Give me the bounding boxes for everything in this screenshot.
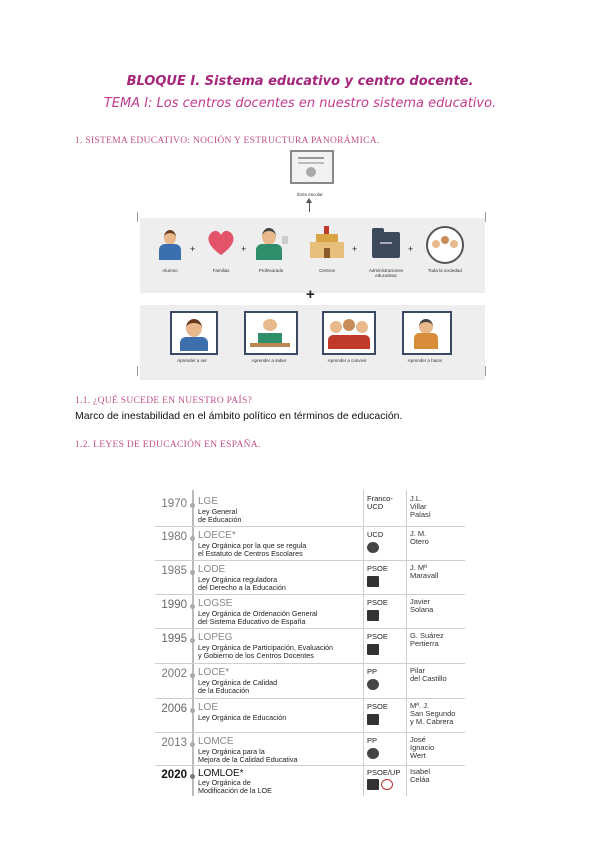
timeline-dot xyxy=(190,708,195,713)
learn-to-do-icon xyxy=(402,311,452,355)
law-minister: J. Mª Maravall xyxy=(410,563,439,580)
law-acronym: LOMCE xyxy=(198,736,234,747)
folder-icon xyxy=(372,228,400,258)
party-logo-heart-icon xyxy=(381,779,393,790)
party-logo-icon xyxy=(367,610,379,621)
table-row xyxy=(155,766,465,796)
law-party: PP xyxy=(367,736,378,745)
school-building-icon xyxy=(310,226,344,260)
actor-label-sociedad: Toda la sociedad xyxy=(428,268,462,273)
law-minister: Isabel Celáa xyxy=(410,767,431,784)
law-description: Ley Orgánica de Modificación de la LOE xyxy=(198,778,272,795)
law-acronym: LOGSE xyxy=(198,598,233,609)
table-row xyxy=(155,527,465,561)
learning-band xyxy=(140,305,485,380)
society-icon xyxy=(426,226,464,264)
law-party: PSOE xyxy=(367,632,388,641)
learn-to-be-icon xyxy=(170,311,218,355)
law-acronym: LOCE* xyxy=(198,667,230,678)
law-description: Ley Orgánica de Educación xyxy=(198,713,287,722)
law-acronym: LOECE* xyxy=(198,530,236,541)
law-party: PP xyxy=(367,667,378,676)
section-heading-1-2: 1.2. LEYES DE EDUCACIÓN EN ESPAÑA. xyxy=(75,440,261,450)
party-logo-icon xyxy=(367,542,379,553)
timeline-dot xyxy=(190,503,195,508)
actor-label-centros: Centros xyxy=(319,268,335,273)
plus-icon: + xyxy=(408,244,414,254)
learning-label-convivir: Aprender a convivir xyxy=(327,358,367,363)
law-year: 1995 xyxy=(161,633,187,645)
plus-icon: + xyxy=(241,244,247,254)
actor-label-familias: Familias xyxy=(212,268,230,273)
party-logo-icon xyxy=(367,576,379,587)
heart-icon xyxy=(206,228,236,258)
timeline-dot xyxy=(190,604,195,609)
party-logo-icon xyxy=(367,748,379,759)
plus-icon: + xyxy=(352,244,358,254)
learning-label-hacer: Aprender a hacer xyxy=(407,358,443,363)
party-logo-icon xyxy=(367,679,379,690)
law-year: 1985 xyxy=(161,565,187,577)
timeline-dot xyxy=(190,742,195,747)
timeline-dot xyxy=(190,570,195,575)
law-acronym: LOE xyxy=(198,702,219,713)
law-minister: G. Suárez Pertierra xyxy=(410,631,444,648)
table-row xyxy=(155,699,465,733)
party-logo-icon xyxy=(367,714,379,725)
table-row xyxy=(155,561,465,595)
timeline-dot xyxy=(190,536,195,541)
learn-to-live-together-icon xyxy=(322,311,376,355)
timeline-dot xyxy=(190,673,195,678)
timeline-dot xyxy=(190,774,195,779)
document-subtitle: TEMA I: Los centros docentes en nuestro sistema educativo. xyxy=(103,96,497,111)
law-year: 2020 xyxy=(161,769,187,781)
law-minister: J.L. Villar Palasí xyxy=(410,494,431,519)
education-laws-timeline xyxy=(155,490,465,796)
table-row xyxy=(155,629,465,664)
law-party: PSOE xyxy=(367,702,388,711)
law-acronym: LOMLOE* xyxy=(198,768,244,779)
party-logo-icon xyxy=(367,644,379,655)
table-row xyxy=(155,733,465,766)
law-acronym: LOPEG xyxy=(198,632,233,643)
timeline-dot xyxy=(190,638,195,643)
big-plus-icon: + xyxy=(306,286,315,303)
law-year: 1980 xyxy=(161,531,187,543)
section-heading-1: 1. SISTEMA EDUCATIVO: NOCIÓN Y ESTRUCTURA PANORÁMICA. xyxy=(75,136,380,146)
table-row xyxy=(155,490,465,527)
law-minister: Javier Solana xyxy=(410,597,434,614)
actor-label-alumno: Alumno xyxy=(162,268,178,273)
teacher-icon xyxy=(254,228,288,262)
learning-label-saber: Aprender a saber xyxy=(251,358,287,363)
actor-label-administraciones: Administraciones educativas xyxy=(368,268,404,278)
arrow-head-icon xyxy=(306,198,312,203)
law-minister: Pilar del Castillo xyxy=(410,666,447,683)
table-row xyxy=(155,595,465,629)
law-description: Ley Orgánica de Ordenación General del Sistema Educativo de España xyxy=(198,609,318,626)
actors-band xyxy=(140,218,485,293)
success-label: Éxito escolar xyxy=(297,192,323,197)
law-year: 1970 xyxy=(161,498,187,510)
law-party: PSOE xyxy=(367,598,388,607)
section-1-1-text: Marco de inestabilidad en el ámbito político en términos de educación. xyxy=(75,410,403,422)
law-party: Franco-UCD xyxy=(367,494,393,511)
law-minister: Mª. J. San Segundo y M. Cabrera xyxy=(410,701,456,726)
document-title: BLOQUE I. Sistema educativo y centro docente. xyxy=(126,74,474,89)
law-party: PSOE xyxy=(367,564,388,573)
plus-icon: + xyxy=(190,244,196,254)
law-acronym: LODE xyxy=(198,564,226,575)
law-description: Ley Orgánica de Calidad de la Educación xyxy=(198,678,278,695)
law-party: PSOE/UP xyxy=(367,768,401,777)
law-acronym: LGE xyxy=(198,496,219,507)
law-description: Ley Orgánica para la Mejora de la Calidad Educativa xyxy=(198,747,298,764)
law-description: Ley General de Educación xyxy=(198,507,242,524)
actor-label-profesorado: Profesorado xyxy=(258,268,284,273)
table-row xyxy=(155,664,465,699)
learn-to-know-icon xyxy=(244,311,298,355)
law-party: UCD xyxy=(367,530,384,539)
party-logo-icon xyxy=(367,779,379,790)
learning-label-ser: Aprender a ser xyxy=(177,358,207,363)
law-minister: José Ignacio Wert xyxy=(410,735,435,760)
law-description: Ley Orgánica por la que se regula el Estatuto de Centros Escolares xyxy=(198,541,307,558)
law-year: 2013 xyxy=(161,737,187,749)
law-year: 2006 xyxy=(161,703,187,715)
law-description: Ley Orgánica reguladora del Derecho a la Educación xyxy=(198,575,286,592)
law-year: 2002 xyxy=(161,668,187,680)
certificate-icon xyxy=(290,150,334,184)
law-description: Ley Orgánica de Participación, Evaluación y Gobierno de los Centros Docentes xyxy=(198,643,334,660)
education-system-infographic xyxy=(140,150,485,380)
section-heading-1-1: 1.1. ¿QUÉ SUCEDE EN NUESTRO PAÍS? xyxy=(75,396,253,406)
student-icon xyxy=(155,230,185,262)
law-minister: J. M. Otero xyxy=(410,529,429,546)
law-year: 1990 xyxy=(161,599,187,611)
